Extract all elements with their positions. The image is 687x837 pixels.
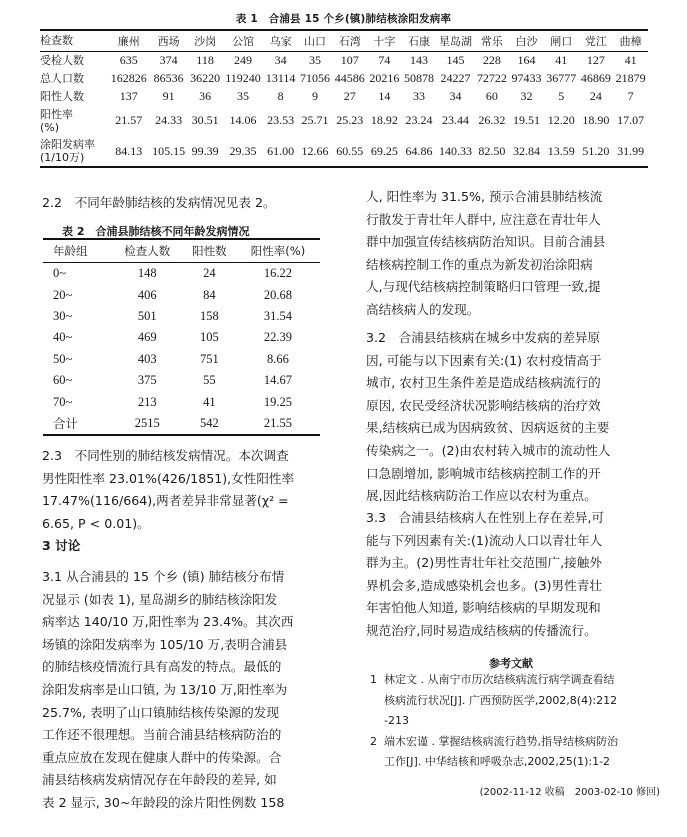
table2-cell: 55	[203, 373, 216, 388]
text-line: 年害怕他人知道, 影响结核病的早期发现和	[366, 600, 601, 616]
table1-cell: 60	[485, 88, 498, 103]
table2-cell: 22.39	[263, 330, 293, 345]
table1-cell: 60.55	[336, 143, 364, 158]
table1-col-header: 曲樟	[619, 34, 642, 48]
table1-cell: 137	[119, 88, 138, 103]
text-line: 表 2 显示, 30~年龄段的涂片阳性例数 158	[42, 794, 285, 810]
table1-cell: 162826	[110, 70, 147, 85]
table1-row-label	[40, 87, 108, 105]
table2-row	[43, 391, 320, 412]
text-line: 规范治疗,同时易造成结核病的传播流行。	[366, 622, 597, 638]
table1-row-label-line: (%)	[40, 120, 60, 134]
table2	[43, 238, 320, 436]
text-line: 2.3 不同性别的肺结核发病情况。本次调查	[42, 448, 289, 463]
table1-row-label	[40, 136, 108, 167]
table1-cell: 30.51	[191, 113, 219, 127]
text-line: 3.2 合浦县结核病在城乡中发病的差异原	[366, 330, 601, 345]
table2-cell: 14.67	[263, 373, 293, 388]
table1-col-header: 石湾	[338, 34, 361, 48]
text-line: 界机会多,造成感染机会也多。(3)男性青壮	[366, 577, 602, 593]
table1-cell: 71056	[300, 70, 331, 85]
text-line: 场镇的涂阳发病率为 105/10 万,表明合浦县	[42, 636, 288, 652]
table1-cell: 118	[196, 52, 214, 67]
table2-cell: 403	[137, 351, 157, 366]
reference-number: 1	[370, 673, 377, 686]
table2-cell: 213	[137, 394, 157, 409]
table1-row-label-line: 阳性人数	[40, 89, 84, 103]
table1-cell: 374	[159, 52, 178, 67]
text-line: 群中加强宣传结核病防治知识。目前合浦县	[366, 234, 606, 250]
table2-row	[43, 306, 320, 327]
table2-row	[43, 327, 320, 348]
table2-row	[43, 284, 320, 305]
table1-cell: 24227	[440, 70, 471, 85]
table2-cell: 20~	[53, 287, 73, 302]
reference-item	[370, 670, 670, 732]
references-list	[370, 670, 670, 773]
table1-col-header: 闸口	[550, 34, 573, 48]
table2-cell: 542	[199, 415, 219, 430]
text-line: 行散发于青壮年人群中, 应注意在青壮年人	[366, 211, 601, 227]
table2-cell: 70~	[53, 394, 73, 409]
section-3-1-continued	[366, 186, 605, 322]
table1-cell: 26.32	[478, 113, 506, 127]
table2-row	[43, 413, 320, 435]
table1-cell: 17.07	[617, 113, 645, 127]
text-line: 浦县结核病发病情况存在年龄段的差异, 如	[42, 772, 277, 788]
text-line: 展,因此结核病防治工作应以农村为重点。	[366, 488, 597, 504]
table2-cell: 148	[137, 266, 157, 281]
table2-col-header: 年龄组	[53, 244, 88, 258]
table1-cell: 13114	[265, 70, 296, 85]
received-dates: (2002-11-12 收稿 2003-02-10 修回)	[479, 787, 660, 798]
table1-cell: 27	[343, 88, 356, 103]
table2-cell: 24	[203, 266, 216, 281]
table1-col-header: 乌家	[269, 34, 292, 48]
table1-cell: 9	[312, 88, 319, 103]
table2-row	[43, 349, 320, 370]
table1-header-row	[40, 30, 648, 51]
reference-number: 2	[370, 734, 377, 748]
text-line: 能与下列因素有关:(1)流动人口以青壮年人	[366, 532, 603, 548]
table1-cell: 32	[520, 88, 533, 103]
table1-row	[40, 136, 648, 167]
table1-cell: 8	[277, 88, 284, 103]
reference-line: 工作[J]. 中华结核和呼吸杂志,2002,25(1):1-2	[384, 755, 611, 768]
table1-cell: 46869	[580, 70, 611, 85]
table1-cell: 14	[378, 88, 391, 103]
text-line: 因, 可能与以下因素有关:(1) 农村疫情高于	[366, 352, 602, 368]
table2-header-row	[43, 239, 320, 263]
table2-cell: 375	[137, 373, 157, 388]
table1-cell: 24	[589, 88, 602, 103]
table1-cell: 50878	[404, 70, 435, 85]
text-line: 25.7%, 表明了山口镇肺结核传染源的发现	[42, 704, 279, 720]
table2-cell: 751	[199, 351, 219, 366]
table2-cell: 50~	[53, 351, 73, 366]
text-line: 果,结核病已成为因病致贫、因病返贫的主要	[366, 420, 610, 436]
table1-row-label	[40, 105, 108, 136]
table1-cell: 97433	[511, 70, 542, 85]
section-2-2: 2.2 不同年龄肺结核的发病情况见表 2。	[42, 195, 276, 210]
table2-cell: 40~	[53, 330, 73, 345]
table1-cell: 82.50	[478, 143, 506, 158]
table2-cell: 31.54	[263, 308, 293, 323]
table2-cell: 20.68	[263, 287, 293, 302]
table1-cell: 18.92	[370, 113, 398, 127]
table2-row	[43, 370, 320, 391]
text-line: 工作还不很理想。当前合浦县结核病防治的	[42, 727, 282, 743]
table1-row-label-line: 涂阳发病率	[40, 138, 95, 151]
table1-cell: 249	[233, 52, 252, 67]
table1-cell: 36777	[546, 70, 577, 85]
table1-col-header: 公馆	[231, 34, 254, 48]
table1-cell: 25.71	[301, 113, 329, 127]
table1-cell: 228	[482, 52, 501, 67]
table1-row-label	[40, 69, 108, 87]
table2-col-header: 阳性率(%)	[250, 244, 306, 258]
section-3-1	[42, 566, 293, 815]
table1-col-header: 廉州	[117, 34, 140, 48]
table1-cell: 12.20	[547, 113, 575, 127]
table1-cell: 23.44	[441, 113, 469, 127]
table1-cell: 23.53	[267, 113, 295, 127]
table1-row-label-line: 阳性率	[40, 107, 73, 121]
table1-header-label: 检查数	[40, 34, 73, 48]
text-line: 3.1 从合浦县的 15 个乡 (镇) 肺结核分布情	[42, 569, 285, 584]
table1-col-header: 十字	[373, 34, 396, 48]
table2-cell: 0~	[53, 266, 67, 281]
table1-cell: 13.59	[547, 143, 575, 158]
table1-cell: 32.84	[513, 143, 541, 158]
text-line: 17.47%(116/664),两者差异非常显著(χ² =	[42, 493, 289, 509]
table1-cell: 91	[162, 88, 175, 103]
table1-cell: 36220	[190, 70, 221, 85]
text-line: 人, 阳性率为 31.5%, 预示合浦县肺结核流	[366, 189, 603, 204]
table2-caption: 表 2 合浦县肺结核不同年龄发病情况	[62, 225, 250, 238]
table2-cell: 406	[137, 287, 157, 302]
table1-cell: 20216	[369, 70, 400, 85]
table1-cell: 31.99	[617, 143, 645, 158]
section-3-3	[366, 507, 604, 643]
table1-col-header: 西场	[157, 34, 180, 48]
text-line: 原因, 农民受经济状况影响结核病的治疗效	[366, 397, 601, 413]
table1-row-label	[40, 51, 108, 69]
table2-col-header: 阳性数	[192, 244, 227, 258]
table1-cell: 145	[446, 52, 465, 67]
text-line: 3.3 合浦县结核病人在性别上存在差异,可	[366, 510, 605, 525]
table1-cell: 74	[378, 52, 391, 67]
table1-cell: 69.25	[370, 143, 398, 158]
table1-cell: 635	[119, 52, 138, 67]
table1-cell: 51.20	[582, 143, 610, 158]
table2-cell: 158	[199, 308, 219, 323]
text-line: 结核病控制工作的重点为新发初治涂阳病	[366, 256, 593, 272]
table1-cell: 25.23	[336, 113, 364, 127]
table2-cell: 60~	[53, 373, 73, 388]
text-line: 的肺结核疫情流行具有高发的特点。最低的	[42, 659, 282, 675]
table2-col-header: 检查人数	[124, 244, 171, 258]
table1-cell: 127	[586, 52, 605, 67]
table1-col-header: 石康	[408, 34, 431, 48]
reference-line: 端木宏谨 . 掌握结核病流行趋势,指导结核病防治	[384, 734, 618, 748]
table1-row	[40, 69, 648, 87]
table2-cell: 84	[203, 287, 216, 302]
table1-cell: 143	[410, 52, 429, 67]
table1-caption: 表 1 合浦县 15 个乡(镇)肺结核涂阳发病率	[235, 13, 452, 25]
table1-col-header: 常乐	[480, 34, 503, 48]
text-line: 病率达 140/10 万,阳性率为 23.4%。其次西	[42, 614, 294, 630]
table1-col-header: 白沙	[515, 34, 538, 48]
reference-line: 林定文 . 从南宁市历次结核病流行病学调查看结	[384, 673, 615, 686]
table2-cell: 30~	[53, 308, 73, 323]
table2-cell: 2515	[134, 415, 160, 430]
text-line: 群为主。(2)男性青壮年社交范围广,接触外	[366, 555, 602, 571]
text-line: 男性阳性率 23.01%(426/1851),女性阳性率	[42, 470, 295, 486]
table1-cell: 41	[624, 52, 637, 67]
table1-col-header: 山口	[304, 34, 327, 48]
table1-row-label-line: (1/10万)	[40, 151, 85, 164]
table1-cell: 99.39	[191, 143, 219, 158]
section-3-2	[366, 327, 611, 508]
section-3-heading: 3 讨论	[42, 538, 81, 553]
table1-cell: 84.13	[115, 143, 143, 158]
reference-line: 核病流行状况[J]. 广西预防医学,2002,8(4):212	[384, 693, 618, 707]
section-2-3	[42, 445, 294, 535]
table2-row	[43, 263, 320, 285]
table1-cell: 164	[517, 52, 536, 67]
table1-cell: 7	[627, 88, 634, 103]
table2-cell: 8.66	[267, 351, 289, 366]
text-line: 人,与现代结核病控制策略归口管理一致,提	[366, 279, 601, 295]
table1-cell: 5	[558, 88, 565, 103]
table1-cell: 34	[449, 88, 462, 103]
table1-col-header: 沙岗	[194, 34, 217, 48]
table1-row	[40, 87, 648, 105]
reference-item	[370, 732, 670, 773]
table1-cell: 34	[274, 52, 287, 67]
table1-cell: 29.35	[229, 143, 257, 158]
table2-cell: 501	[137, 308, 157, 323]
table2-cell: 16.22	[263, 266, 293, 281]
table1-row-label-line: 总人口数	[40, 71, 84, 85]
table1	[40, 29, 648, 168]
table1-cell: 36	[199, 88, 212, 103]
table1-cell: 21879	[615, 70, 646, 85]
table2-cell: 469	[137, 330, 157, 345]
table1-row	[40, 51, 648, 69]
table1-cell: 140.33	[438, 143, 472, 158]
references-heading: 参考文献	[489, 657, 533, 670]
text-line: 传染病之一。(2)由农村转入城市的流动性人	[366, 442, 611, 458]
table1-col-header: 党江	[584, 34, 607, 48]
text-line: 城市, 农村卫生条件差是造成结核病流行的	[366, 375, 601, 391]
table1-cell: 23.24	[405, 113, 433, 127]
table1-row	[40, 105, 648, 136]
table1-row-label-line: 受检人数	[40, 53, 84, 67]
table2-cell: 41	[203, 394, 216, 409]
table1-col-header: 星岛湖	[438, 34, 472, 48]
reference-line: -213	[384, 714, 409, 727]
table1-cell: 119240	[225, 70, 261, 85]
text-line: 涂阳发病率是山口镇, 为 13/10 万,阳性率为	[42, 681, 288, 697]
table1-cell: 33	[413, 88, 426, 103]
text-line: 高结核病人的发现。	[366, 301, 480, 317]
table1-cell: 105.15	[152, 143, 186, 158]
table1-cell: 14.06	[229, 113, 257, 127]
table1-cell: 12.66	[301, 143, 329, 158]
table1-cell: 18.90	[582, 113, 610, 127]
table1-cell: 21.57	[115, 113, 143, 127]
text-line: 况显示 (如表 1), 星岛湖乡的肺结核涂阳发	[42, 591, 278, 607]
table1-cell: 19.51	[513, 113, 541, 127]
text-line: 6.65, P < 0.01)。	[42, 515, 150, 531]
text-line: 口急剧增加, 影响城市结核病控制工作的开	[366, 465, 601, 481]
table2-cell: 合计	[53, 416, 79, 432]
table1-cell: 61.00	[267, 143, 295, 158]
table1-cell: 107	[340, 52, 359, 67]
text-line: 重点应放在发现在健康人群中的传染源。合	[42, 749, 282, 765]
table1-cell: 86536	[153, 70, 184, 85]
table1-cell: 35	[236, 88, 249, 103]
table1-cell: 72722	[476, 70, 507, 85]
table2-cell: 105	[199, 330, 219, 345]
table2-cell: 19.25	[263, 394, 293, 409]
table1-cell: 35	[309, 52, 322, 67]
table1-cell: 41	[555, 52, 568, 67]
table2-cell: 21.55	[263, 415, 293, 430]
table1-cell: 64.86	[405, 143, 433, 158]
table1-cell: 24.33	[155, 113, 183, 127]
table1-cell: 44586	[334, 70, 365, 85]
